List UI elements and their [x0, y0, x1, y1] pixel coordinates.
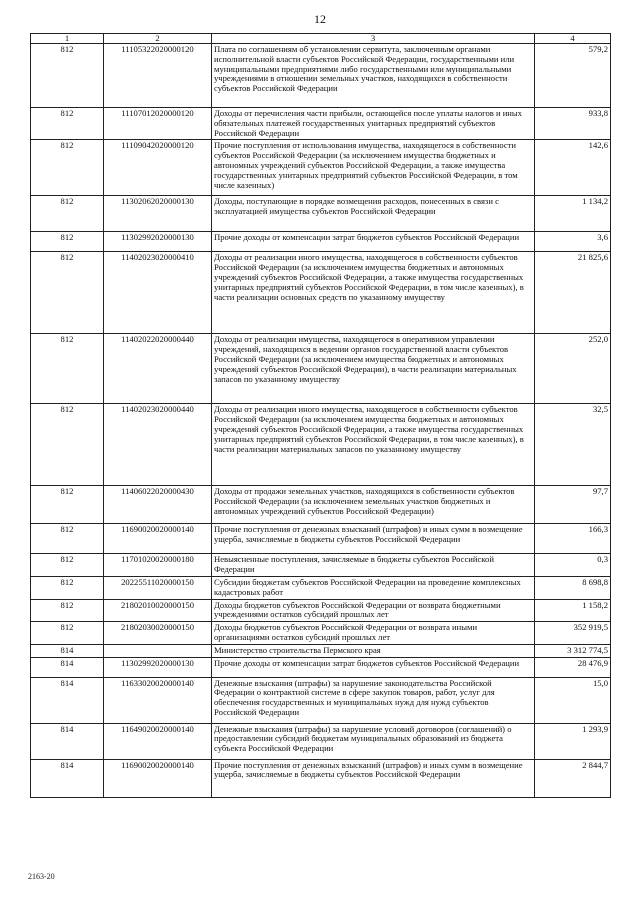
- amount-cell: 28 476,9: [535, 657, 611, 677]
- revenue-name-cell: Прочие доходы от компенсации затрат бюджетов субъектов Российской Федерации: [212, 657, 535, 677]
- revenue-name-cell: Прочие поступления от использования имущества, находящегося в собственности субъектов Российской Федерации (за исключением имущества бюджетных и автономных учреждений субъектов Российской Федерации, а также имущества государственных унитарных предприятий субъектов Российской Федерации, в том числе казенных): [212, 140, 535, 196]
- header-col-2: 2: [104, 34, 212, 44]
- revenue-name-cell: Доходы от продажи земельных участков, находящихся в собственности субъектов Российской Федерации (за исключением земельных участков бюджетных и автономных учреждений субъектов Российской Федерации): [212, 486, 535, 524]
- budget-code-cell: 21802010020000150: [104, 599, 212, 622]
- amount-cell: 97,7: [535, 486, 611, 524]
- budget-code-cell: 11402023020000410: [104, 252, 212, 334]
- revenue-name-cell: Доходы бюджетов субъектов Российской Федерации от возврата бюджетными учреждениями остатков субсидий прошлых лет: [212, 599, 535, 622]
- budget-code-cell: 11649020020000140: [104, 723, 212, 759]
- admin-code-cell: 814: [31, 644, 104, 657]
- admin-code-cell: 814: [31, 677, 104, 723]
- table-row: [31, 44, 611, 108]
- admin-code-cell: 814: [31, 759, 104, 797]
- table-row: [31, 576, 611, 599]
- amount-cell: 8 698,8: [535, 576, 611, 599]
- budget-code-cell: 21802030020000150: [104, 622, 212, 645]
- revenue-name-cell: Доходы от реализации иного имущества, находящегося в собственности субъектов Российской Федерации (за исключением имущества бюджетных и автономных учреждений субъектов Российской Федерации, а также имущества государственных унитарных предприятий субъектов Российской Федерации, в том числе казенных), в части реализации материальных запасов по указанному имуществу: [212, 404, 535, 486]
- revenue-name-cell: Прочие доходы от компенсации затрат бюджетов субъектов Российской Федерации: [212, 232, 535, 252]
- admin-code-cell: 812: [31, 196, 104, 232]
- header-col-3: 3: [212, 34, 535, 44]
- table-row: [31, 232, 611, 252]
- revenue-name-cell: Субсидии бюджетам субъектов Российской Федерации на проведение комплексных кадастровых работ: [212, 576, 535, 599]
- revenue-name-cell: Доходы от перечисления части прибыли, остающейся после уплаты налогов и иных обязательных платежей государственных унитарных предприятий субъектов Российской Федерации: [212, 108, 535, 140]
- table-row: [31, 554, 611, 577]
- amount-cell: 142,6: [535, 140, 611, 196]
- table-row: [31, 759, 611, 797]
- table-row: [31, 524, 611, 554]
- table-row: [31, 108, 611, 140]
- amount-cell: 579,2: [535, 44, 611, 108]
- admin-code-cell: 812: [31, 252, 104, 334]
- amount-cell: 252,0: [535, 334, 611, 404]
- amount-cell: 15,0: [535, 677, 611, 723]
- revenue-name-cell: Доходы от реализации имущества, находящегося в оперативном управлении учреждений, находящихся в ведении органов государственной власти субъектов Российской Федерации (за исключением имущества бюджетных и автономных учреждений субъектов Российской Федерации), в части реализации материальных запасов по указанному имуществу: [212, 334, 535, 404]
- table-row: [31, 657, 611, 677]
- admin-code-cell: 812: [31, 404, 104, 486]
- header-col-1: 1: [31, 34, 104, 44]
- admin-code-cell: 812: [31, 486, 104, 524]
- revenue-name-cell: Доходы от реализации иного имущества, находящегося в собственности субъектов Российской Федерации (за исключением имущества бюджетных и автономных учреждений субъектов Российской Федерации, а также имущества государственных унитарных предприятий субъектов Российской Федерации, в том числе казенных), в части реализации основных средств по указанному имуществу: [212, 252, 535, 334]
- admin-code-cell: 812: [31, 576, 104, 599]
- admin-code-cell: 812: [31, 232, 104, 252]
- admin-code-cell: 812: [31, 44, 104, 108]
- amount-cell: 352 919,5: [535, 622, 611, 645]
- admin-code-cell: 812: [31, 108, 104, 140]
- budget-code-cell: 11302992020000130: [104, 657, 212, 677]
- budget-code-cell: 11701020020000180: [104, 554, 212, 577]
- budget-code-cell: 11633020020000140: [104, 677, 212, 723]
- table-row: [31, 140, 611, 196]
- amount-cell: 1 134,2: [535, 196, 611, 232]
- amount-cell: 0,3: [535, 554, 611, 577]
- budget-code-cell: 11406022020000430: [104, 486, 212, 524]
- table-row: [31, 644, 611, 657]
- table-row: [31, 196, 611, 232]
- budget-code-cell: 11690020020000140: [104, 524, 212, 554]
- revenue-table: [30, 33, 611, 798]
- revenue-name-cell: Невыясненные поступления, зачисляемые в бюджеты субъектов Российской Федерации: [212, 554, 535, 577]
- revenue-name-cell: Министерство строительства Пермского края: [212, 644, 535, 657]
- table-row: [31, 334, 611, 404]
- table-row: [31, 404, 611, 486]
- budget-code-cell: 11109042020000120: [104, 140, 212, 196]
- table-row: [31, 622, 611, 645]
- budget-code-cell: 11302992020000130: [104, 232, 212, 252]
- budget-code-cell: 11402023020000440: [104, 404, 212, 486]
- table-row: [31, 677, 611, 723]
- amount-cell: 933,8: [535, 108, 611, 140]
- admin-code-cell: 814: [31, 723, 104, 759]
- admin-code-cell: 814: [31, 657, 104, 677]
- revenue-name-cell: Доходы бюджетов субъектов Российской Федерации от возврата иными организациями остатков субсидий прошлых лет: [212, 622, 535, 645]
- revenue-name-cell: Плата по соглашениям об установлении сервитута, заключенным органами исполнительной власти субъектов Российской Федерации, государственными или муниципальными предприятиями либо государственными или муниципальными учреждениями в отношении земельных участков, находящихся в собственности субъектов Российской Федерации: [212, 44, 535, 108]
- admin-code-cell: 812: [31, 140, 104, 196]
- amount-cell: 3,6: [535, 232, 611, 252]
- table-row: [31, 486, 611, 524]
- amount-cell: 3 312 774,5: [535, 644, 611, 657]
- revenue-name-cell: Доходы, поступающие в порядке возмещения расходов, понесенных в связи с эксплуатацией имущества субъектов Российской Федерации: [212, 196, 535, 232]
- table-row: [31, 252, 611, 334]
- revenue-name-cell: Прочие поступления от денежных взысканий (штрафов) и иных сумм в возмещение ущерба, зачисляемые в бюджеты субъектов Российской Федерации: [212, 759, 535, 797]
- page-number: 12: [314, 12, 326, 26]
- budget-code-cell: 11302062020000130: [104, 196, 212, 232]
- budget-code-cell: [104, 644, 212, 657]
- budget-code-cell: 11105322020000120: [104, 44, 212, 108]
- revenue-name-cell: Денежные взыскания (штрафы) за нарушение законодательства Российской Федерации о контрактной системе в сфере закупок товаров, работ, услуг для обеспечения государственных и муниципальных нужд для нужд субъектов Российской Федерации: [212, 677, 535, 723]
- amount-cell: 21 825,6: [535, 252, 611, 334]
- amount-cell: 1 158,2: [535, 599, 611, 622]
- budget-code-cell: 11402022020000440: [104, 334, 212, 404]
- table-row: [31, 599, 611, 622]
- admin-code-cell: 812: [31, 599, 104, 622]
- amount-cell: 2 844,7: [535, 759, 611, 797]
- revenue-name-cell: Прочие поступления от денежных взысканий (штрафов) и иных сумм в возмещение ущерба, зачисляемые в бюджеты субъектов Российской Федерации: [212, 524, 535, 554]
- amount-cell: 32,5: [535, 404, 611, 486]
- admin-code-cell: 812: [31, 334, 104, 404]
- amount-cell: 166,3: [535, 524, 611, 554]
- admin-code-cell: 812: [31, 524, 104, 554]
- budget-code-cell: 11107012020000120: [104, 108, 212, 140]
- admin-code-cell: 812: [31, 554, 104, 577]
- amount-cell: 1 293,9: [535, 723, 611, 759]
- budget-code-cell: 11690020020000140: [104, 759, 212, 797]
- budget-code-cell: 20225511020000150: [104, 576, 212, 599]
- table-row: [31, 723, 611, 759]
- header-col-4: 4: [535, 34, 611, 44]
- revenue-name-cell: Денежные взыскания (штрафы) за нарушение условий договоров (соглашений) о предоставлении субсидий бюджетам муниципальных образований из бюджета субъекта Российской Федерации: [212, 723, 535, 759]
- table-header-row: [31, 34, 611, 44]
- admin-code-cell: 812: [31, 622, 104, 645]
- document-code: 2163-20: [28, 872, 55, 881]
